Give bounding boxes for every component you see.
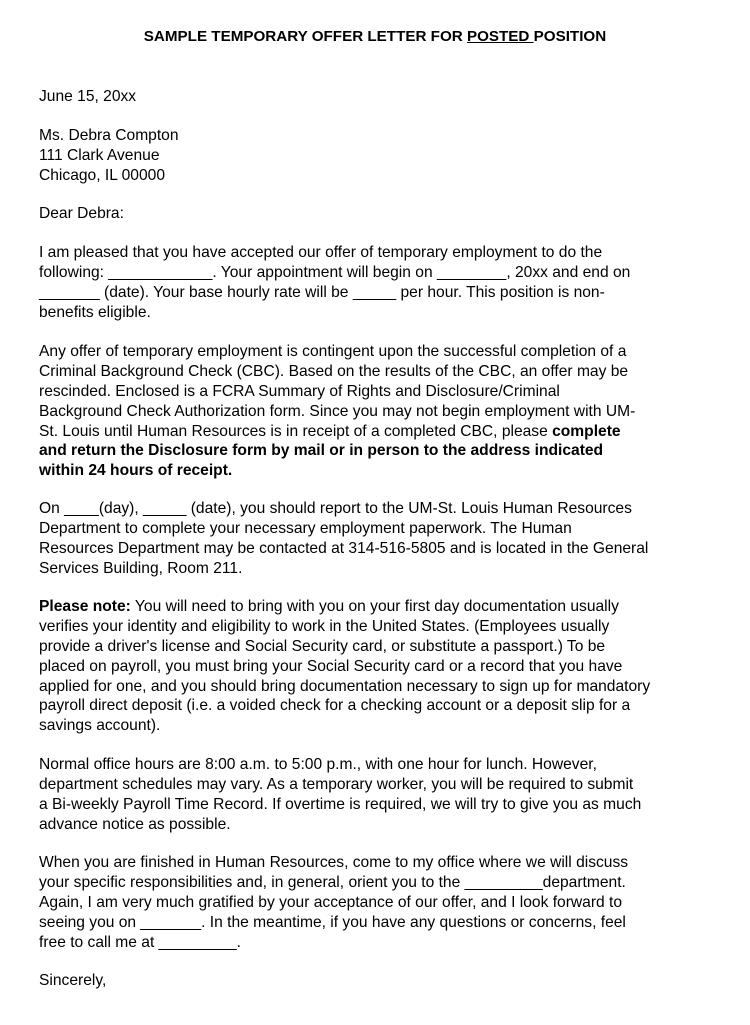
paragraph-offer: I am pleased that you have accepted our offer of temporary employment to do the following: ____________. Your appointment will begin on ________, 20xx and end on _______ (date). Your base hourly rate will be _____ per hour. This position is non- benefits eligible. bbox=[39, 244, 631, 321]
bold-instruction: and return the Disclosure form by mail or in person to the address indicated bbox=[39, 442, 604, 460]
recipient-street: 111 Clark Avenue bbox=[39, 146, 160, 164]
title-text: SAMPLE TEMPORARY OFFER LETTER FOR bbox=[143, 28, 467, 45]
paragraph-please-note: Please note: You will need to bring with you on your first day documentation usually verifies your identity and eligibility to work in the United States. (Employees usually provide a driver's license and Social Security card, or substitute a passport.) To be placed on payroll, you must bring your Social Security card or a record that you have applied for one, and you should bring documentation necessary to sign up for mandatory payroll direct deposit (i.e. a voided check for a checking account or a deposit slip for a savings account). bbox=[39, 598, 651, 735]
salutation: Dear Debra: bbox=[39, 205, 124, 222]
paragraph-office-hours: Normal office hours are 8:00 a.m. to 5:00 p.m., with one hour for lunch. However, department schedules may vary. As a temporary worker, you will be required to submit a Bi-weekly Payroll Time Record. If overtime is required, we will try to give you as much advance notice as possible. bbox=[39, 756, 642, 833]
letter-date: June 15, 20xx bbox=[39, 88, 137, 105]
title-underlined-word: POSTED bbox=[466, 28, 534, 45]
title-text-end: POSITION bbox=[533, 28, 607, 45]
paragraph-background-check: Any offer of temporary employment is contingent upon the successful completion of a Criminal Background Check (CBC). Based on the results of the CBC, an offer may be rescinded. Enclosed is a FCRA Summary of Rights and Disclosure/Criminal Background Check Authorization form. Since you may not begin employment with UM- St. Louis until Human Resources is in receipt of a completed CBC, please complete and return the Disclosure form by mail or in person to the address indicated within 24 hours of receipt. bbox=[39, 342, 719, 481]
paragraph-report-date: On ____(day), _____ (date), you should report to the UM-St. Louis Human Resources Department to complete your necessary employment paperwork. The Human Resources Department may be contacted at 314-516-5805 and is located in the General Services Building, Room 211. bbox=[39, 500, 649, 577]
recipient-address bbox=[39, 126, 719, 186]
paragraph-closing-remarks: When you are finished in Human Resources, come to my office where we will discuss your specific responsibilities and, in general, orient you to the _________department. Again, I am very much gratified by your acceptance of our offer, and I look forward to seeing you on _______. In the meantime, if you have any questions or concerns, feel free to call me at _________. bbox=[39, 854, 629, 951]
recipient-city: Chicago, IL 00000 bbox=[39, 166, 165, 184]
please-note-label: Please note: bbox=[39, 598, 131, 615]
bold-instruction: complete bbox=[552, 422, 621, 440]
document-title bbox=[0, 27, 750, 47]
bold-instruction: within 24 hours of receipt. bbox=[39, 462, 233, 480]
closing: Sincerely, bbox=[39, 972, 107, 989]
recipient-name: Ms. Debra Compton bbox=[39, 127, 179, 144]
